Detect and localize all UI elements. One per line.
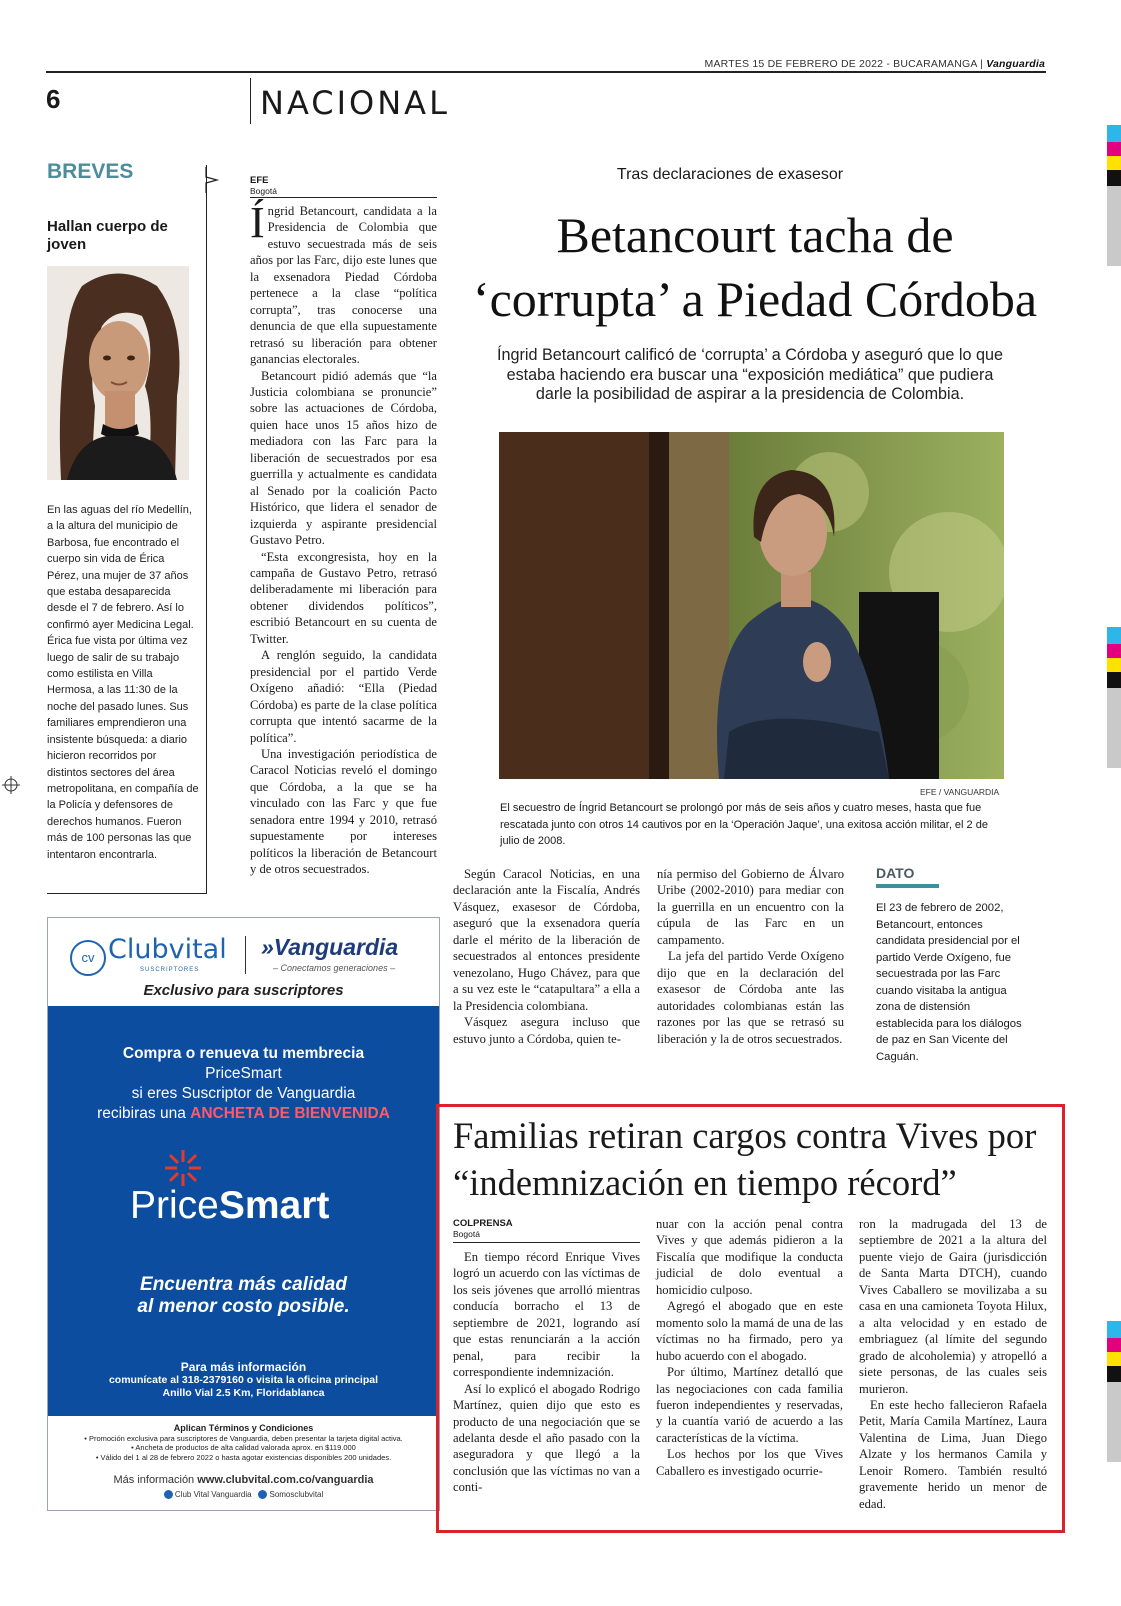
betancourt-photo bbox=[499, 432, 1004, 779]
article-paragraph: En tiempo récord Enrique Vives logró un acuerdo con las víctimas de los seis jóvenes que arrolló mientras conducía borracho el 13 de septiembre de 2021, logrando así que estas renunciarán a la acción penal, para recibir la correspondiente indemnización. bbox=[453, 1250, 640, 1380]
breves-body bbox=[47, 502, 199, 863]
ad-exclusive: Exclusivo para suscriptores bbox=[143, 982, 344, 999]
headline: Betancourt tacha de ‘corrupta’ a Piedad Córdoba bbox=[472, 207, 1038, 327]
article-column-3 bbox=[657, 866, 844, 1047]
article-paragraph: nuar con la acción penal contra Vives y que además pidieron a la Fiscalía que modifique la conducta judicial de dolo eventual a homicidio culposo. bbox=[656, 1217, 843, 1297]
vives-headline: Familias retiran cargos contra Vives por “indemnización en tiempo récord” bbox=[453, 1115, 1037, 1203]
masthead-logo: Vanguardia bbox=[986, 58, 1045, 70]
article-paragraph: La jefa del partido Verde Oxígeno dijo que en la declaración del exasesor de Córdoba ante las autoridades colombianas están las razones por las que se retrasó su liberación y la de otros secuestrados. bbox=[657, 949, 844, 1046]
page-number: 6 bbox=[46, 84, 61, 114]
kicker: Tras declaraciones de exasesor bbox=[616, 166, 844, 183]
section-name: NACIONAL bbox=[260, 84, 450, 122]
section-divider bbox=[250, 78, 251, 124]
photo-caption: El secuestro de Íngrid Betancourt se prolongó por más de seis años y cuatro meses, hasta que fue rescatada junto con otros 14 cautivos por en la ‘Operación Jaque’, una exitosa acción militar, el 2 de julio de 2008. bbox=[500, 802, 988, 847]
article-paragraph: ron la madrugada del 13 de septiembre de 2021 a la altura del puente viejo de Gaira (jurisdicción de Santa Marta DTCH), cuando Vives Caballero se movilizaba a su casa en una camioneta Toyota Hilux, a alta velocidad y en estado de embriaguez (al límite del segundo grado de alcoholemia) y atropelló a siete personas, de las cuales seis murieron. bbox=[859, 1217, 1047, 1396]
dato-text: El 23 de febrero de 2002, Betancourt, entonces candidata presidencial por el partido Verde Oxígeno, fue secuestrada por las Farc cuando visitaba la antigua zona de distensión establecida para los diálogos de paz en San Vicente del Caguán. bbox=[876, 902, 1022, 1063]
pricesmart-star-icon bbox=[163, 1148, 203, 1188]
column-rule bbox=[206, 165, 207, 893]
clubvital-logo: Clubvital bbox=[108, 934, 227, 965]
vives-byline: COLPRENSA Bogotá bbox=[453, 1218, 513, 1239]
article-paragraph: En este hecho fallecieron Rafaela Petit, María Camila Martínez, Laura Valentina de Lima, Juan Diego Alzate y los hermanos Camila y Lenoir Romero. También resultó gravemente herido un menor de edad. bbox=[859, 1397, 1047, 1511]
article-paragraph: Una investigación periodística de Caracol Noticias reveló el domingo que Córdoba, a la que se ha vinculado con las Farc y que fue senadora entre 1994 y 2010, retrasó supuestamente por intereses políticos la liberación de Betancourt y de otros secuestrados. bbox=[250, 746, 437, 877]
date-line: MARTES 15 DE FEBRERO DE 2022 - BUCARAMANGA | Vanguardia bbox=[704, 58, 1045, 70]
column-rule bbox=[47, 893, 207, 894]
byline: EFE Bogotá bbox=[250, 175, 277, 196]
article-paragraph: Según Caracol Noticias, en una declaración ante la Fiscalía, Andrés Vásquez, exasesor de Córdoba, aseguró que la exsenadora quería darle el mérito de la liberación de secuestrados al entonces presidente venezolano, Hugo Chávez, para que a su vez este le “catapultara” a ella a la Presidencia colombiana. bbox=[453, 867, 640, 1013]
pricesmart-logo: PriceSmart bbox=[130, 1184, 330, 1227]
breves-paragraph: Érica fue vista por última vez luego de salir de su trabajo como estilista en Villa Hermosa, a las 11:30 de la noche del pasado lunes. Sus familiares emprendieron una insistente búsqueda: a diario hicieron recorridos por distintos sectores del área metropolitana, en compañía de la Policía y defensores de derechos humanos. Fueron más de 100 personas las que intentaron encontrarla. bbox=[47, 635, 199, 861]
article-column-1 bbox=[250, 198, 437, 878]
victim-photo bbox=[47, 266, 189, 480]
vives-column-1 bbox=[453, 1249, 640, 1496]
dato-title: DATO bbox=[876, 865, 915, 881]
vanguardia-logo: »Vanguardia bbox=[261, 934, 399, 960]
vives-column-3 bbox=[859, 1216, 1047, 1512]
article-paragraph: Íngrid Betancourt, candidata a la Presidencia de Colombia que estuvo secuestrada más de seis años por las Farc, dijo este lunes que la exsenadora Piedad Córdoba pertenece a la clase “política corrupta”, tras conocerse una denuncia de que ella supuestamente retrasó su liberación para obtener ganancias electorales. bbox=[250, 198, 437, 367]
byline-rule bbox=[453, 1242, 640, 1243]
article-paragraph: nía permiso del Gobierno de Álvaro Uribe (2002-2010) para mediar con la guerrilla en un encuentro con la cúpula de las Farc en un campamento. bbox=[657, 867, 844, 947]
registration-mark-icon bbox=[2, 776, 20, 794]
article-paragraph: Los hechos por los que Vives Caballero es investigado ocurrie- bbox=[656, 1447, 843, 1478]
ad-more-info[interactable]: Más información www.clubvital.com.co/vanguardia bbox=[113, 1474, 374, 1486]
pricesmart-ad[interactable] bbox=[47, 917, 440, 1511]
deck: Íngrid Betancourt calificó de ‘corrupta’ a Córdoba y aseguró que lo que estaba haciendo era buscar una “exposición mediática” que pudiera darle la posibilidad de aspirar a la presidencia de Colombia. bbox=[496, 346, 1004, 404]
bracket-icon bbox=[203, 165, 221, 195]
article-column-2 bbox=[453, 866, 640, 1047]
ad-header: cv Clubvital SUSCRIPTORES »Vanguardia – Conectamos generaciones – Exclusivo para suscriptores bbox=[48, 918, 439, 1006]
byline-rule bbox=[250, 197, 437, 198]
instagram-icon bbox=[258, 1490, 267, 1499]
breves-paragraph: En las aguas del río Medellín, a la altura del municipio de Barbosa, fue encontrado el cuerpo sin vida de Érica Pérez, una mujer de 37 años que estaba desaparecida desde el 7 de febrero. Así lo confirmó ayer Medicina Legal. bbox=[47, 504, 194, 631]
header-rule bbox=[46, 71, 1046, 73]
vives-column-2 bbox=[656, 1216, 843, 1479]
photo-credit: EFE / VANGUARDIA bbox=[920, 787, 1000, 797]
article-paragraph: Betancourt pidió además que “la Justicia colombiana se pronuncie” sobre las actuaciones de Córdoba, quien hace unos 15 años hizo de mediadora con las Farc para la liberación de secuestrados por esa guerrilla y actualmente es candidata al Senado por la coalición Pacto Histórico, que lidera el senador de izquierda y aspirante presidencial Gustavo Petro. bbox=[250, 368, 437, 548]
article-paragraph: Por último, Martínez detalló que las negociaciones con cada familia fueron independientes y reservadas, y la cuantía varió de acuerdo a las características de la víctima. bbox=[656, 1365, 843, 1445]
clubvital-logo-icon: cv bbox=[70, 940, 106, 976]
breves-title: BREVES bbox=[47, 160, 134, 183]
article-paragraph: A renglón seguido, la candidata presidencial por el partido Verde Oxígeno añadió: “Ella (Piedad Córdoba) es parte de la clase política corrupta que intentó sacarme de la política”. bbox=[250, 648, 437, 745]
ad-terms: Aplican Términos y Condiciones • Promoción exclusiva para suscriptores de Vanguardia, deben presentar la tarjeta digital activa. • Ancheta de productos de alta calidad valorada aprox. en $119.000 • Válido del 1 al 28 de febrero 2022 o hasta agotar existencias disponibles 200 unidades. Más información www.clubvital.com.co/vanguardia Club Vital Vanguardia Somosclubvital bbox=[48, 1416, 439, 1510]
article-paragraph: Agregó el abogado que en este momento solo la mamá de una de las víctimas no ha firmado, pero ya hubo acuerdo con el abogado. bbox=[656, 1299, 843, 1363]
ad-body: Compra o renueva tu membrecia PriceSmart si eres Suscriptor de Vanguardia recibiras una ANCHETA DE BIENVENIDA PriceSmart Encuentra más calidad al menor costo posible. Para más información comunícate al 318-2379160 o visita la oficina principal Anillo Vial 2.5 Km, Floridablanca bbox=[48, 1006, 439, 1416]
article-paragraph: Vásquez asegura incluso que estuvo junto a Córdoba, quien te- bbox=[453, 1015, 640, 1046]
facebook-icon bbox=[164, 1490, 173, 1499]
article-paragraph: Así lo explicó el abogado Rodrigo Martínez, quien dijo que esto es producto de una negociación que se adelanta desde el año pasado con la aseguradora y que llegó a la conclusión que las víctimas no van a conti- bbox=[453, 1381, 640, 1495]
dropcap: Í bbox=[250, 198, 265, 247]
breves-headline: Hallan cuerpo de joven bbox=[47, 218, 168, 253]
article-paragraph: “Esta excongresista, hoy en la campaña de Gustavo Petro, retrasó deliberadamente mi liberación para obtener dividendos políticos”, escribió Betancourt en su cuenta de Twitter. bbox=[250, 549, 437, 646]
dato-rule bbox=[876, 884, 939, 888]
